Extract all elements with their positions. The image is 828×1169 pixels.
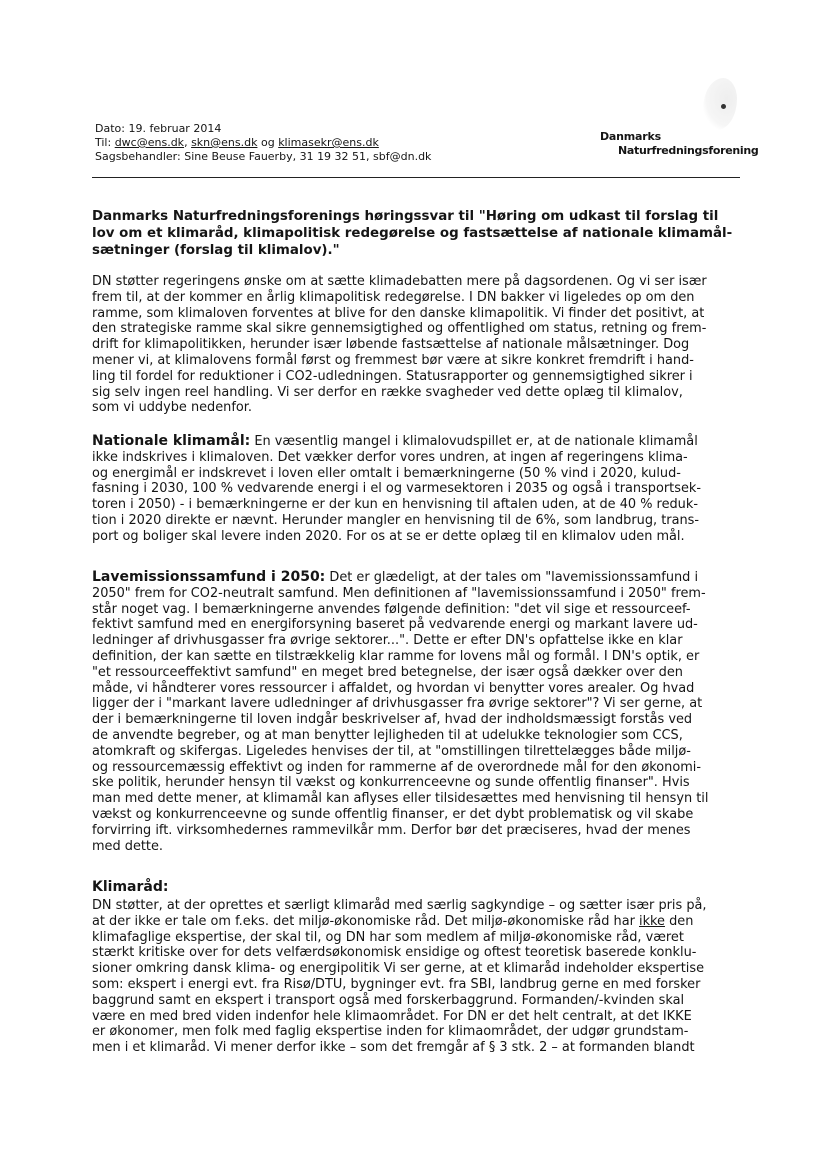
document-title bbox=[92, 208, 742, 259]
date-line: Dato: 19. februar 2014 bbox=[95, 122, 222, 135]
text-line: og ressourcemæssig effektivt og inden for rammerne af de overordnede mål for den økonomi- bbox=[92, 759, 702, 775]
text-line: DN støtter, at der oprettes et særligt klimaråd med særlig sagkyndige – og sætter især pris på, bbox=[92, 898, 707, 913]
text-line: frem til, at der kommer en årlig klimapolitisk redegørelse. I DN bakker vi ligeledes op om den bbox=[92, 289, 695, 305]
text-line: vækst og konkurrenceevne og sunde offentlig finanser, er det dybt problematisk og vil skabe bbox=[92, 806, 694, 822]
case-handler-line: Sagsbehandler: Sine Beuse Fauerby, 31 19 32 51, sbf@dn.dk bbox=[95, 150, 432, 163]
intro-paragraph bbox=[92, 274, 742, 416]
text-line: forvirring ift. virksomhedernes rammevilkår mm. Derfor bør det præciseres, hvad der menes bbox=[92, 822, 691, 838]
section-heading-climate-council: Klimaråd: bbox=[92, 879, 169, 895]
text-line: ligger der i "markant lavere udledninger af drivhusgasser fra øvrige sektorer"? Vi ser gerne, at bbox=[92, 696, 703, 712]
national-goals-paragraph bbox=[92, 434, 742, 545]
underlined-word: ikke bbox=[639, 913, 665, 929]
title-line: sætninger (forslag til klimalov)." bbox=[92, 243, 340, 258]
text-line: sioner omkring dansk klima- og energipolitik Vi ser gerne, at et klimaråd indeholder ekspertise bbox=[92, 961, 705, 977]
text-line: sig selv ingen reel handling. Vi ser derfor en række svagheder ved dette oplæg til klimalov, bbox=[92, 384, 683, 400]
text-line: de anvendte begreber, og at man benytter lejligheden til at udelukke teknologier som CCS, bbox=[92, 727, 683, 743]
low-emission-paragraph bbox=[92, 570, 742, 854]
text-line: tion i 2020 direkte er nævnt. Herunder mangler en henvisning til de 6%, som landbrug, trans- bbox=[92, 512, 700, 528]
text-line: drift for klimapolitikken, herunder især løbende fastsættelse af nationale målsætninger. Dog bbox=[92, 337, 690, 353]
leaf-logo-icon bbox=[703, 78, 737, 130]
dn-logo bbox=[600, 78, 759, 160]
climate-council-paragraph bbox=[92, 880, 742, 1056]
text-line: men i et klimaråd. Vi mener derfor ikke – som det fremgår af § 3 stk. 2 – at formanden blandt bbox=[92, 1040, 695, 1056]
logo-line-1: Danmarks bbox=[600, 130, 661, 143]
text-line: stærkt kritiske over for dets velfærdsøkonomisk ensidige og oftest teoretisk baserede konklu- bbox=[92, 945, 697, 961]
text-line: man med dette mener, at klimamål kan aflyses eller tilsidesættes med henvisning til hensyn til bbox=[92, 791, 709, 807]
text-line: 2050" frem for CO2-neutralt samfund. Men definitionen af "lavemissionssamfund i 2050" frem- bbox=[92, 585, 706, 601]
text-fragment: den bbox=[664, 913, 694, 929]
letter-meta bbox=[95, 122, 431, 164]
email-link-klimasekr[interactable]: klimasekr@ens.dk bbox=[278, 136, 379, 149]
header-divider bbox=[92, 177, 740, 178]
text-line: som: ekspert i energi evt. fra Risø/DTU, bygninger evt. fra SBI, landbrug gerne en med forsker bbox=[92, 976, 701, 992]
title-line: lov om et klimaråd, klimapolitisk redegørelse og fastsættelse af nationale klimamål- bbox=[92, 226, 733, 241]
text-line: klimafaglige ekspertise, der skal til, og DN har som medlem af miljø-økonomiske råd, været bbox=[92, 929, 684, 945]
text-line: som vi uddybe nedenfor. bbox=[92, 400, 252, 416]
text-line: "et ressourceeffektivt samfund" en meget bred betegnelse, der især også dækker over den bbox=[92, 664, 683, 680]
text-line: DN støtter regeringens ønske om at sætte klimadebatten mere på dagsordenen. Og vi ser især bbox=[92, 274, 707, 289]
text-line: er økonomer, men folk med faglig ekspertise inden for klimaområdet, der udgør grundstam- bbox=[92, 1024, 689, 1040]
text-line: ske politik, herunder hensyn til vækst og konkurrenceevne og sunde offentlig finanser". Hvis bbox=[92, 775, 690, 791]
text-line: fektivt samfund med en energiforsyning baseret på vedvarende energi og markant lavere ud- bbox=[92, 617, 698, 633]
text-line: baggrund samt en ekspert i transport også med forskerbaggrund. Formanden/-kvinden skal bbox=[92, 992, 685, 1008]
section-heading-national-goals: Nationale klimamål: bbox=[92, 433, 251, 449]
text-fragment: En væsentlig mangel i klimalovudspillet er, at de nationale klimamål bbox=[250, 434, 698, 449]
text-line: mener vi, at klimalovens formål først og fremmest bør være at sikre konkret fremdrift i hand- bbox=[92, 352, 694, 368]
recipients-separator: og bbox=[257, 136, 279, 149]
text-fragment: at der ikke er tale om f.eks. det miljø-økonomiske råd. Det miljø-økonomiske råd har bbox=[92, 913, 639, 929]
logo-line-2: Naturfredningsforening bbox=[618, 144, 759, 157]
text-line: port og boliger skal levere inden 2020. For os at se er dette oplæg til en klimalov uden mål. bbox=[92, 528, 685, 544]
text-fragment: Det er glædeligt, at der tales om "lavemissionssamfund i bbox=[325, 570, 699, 585]
text-line: toren i 2050) - i bemærkningerne er der kun en henvisning til aftalen uden, at de 40 % reduk- bbox=[92, 497, 698, 513]
text-line: definition, der kan sætte en tilstrækkelig klar ramme for lovens mål og formål. I DN's optik, er bbox=[92, 648, 700, 664]
text-line: atomkraft og skifergas. Ligeledes henvises der til, at "omstillingen tilrettelægges både miljø- bbox=[92, 743, 691, 759]
text-line: ramme, som klimaloven forventes at blive for den danske klimapolitik. Vi finder det positivt, at bbox=[92, 305, 705, 321]
text-line bbox=[92, 914, 742, 930]
text-line: der i bemærkningerne til loven indgår beskrivelser af, hvad der indholdsmæssigt forstås ved bbox=[92, 712, 693, 728]
recipients-line bbox=[95, 136, 431, 150]
email-link-dwc[interactable]: dwc@ens.dk bbox=[114, 136, 185, 149]
text-line: måde, vi håndterer vores ressourcer i affaldet, og hvordan vi benytter vores arealer. Og hvad bbox=[92, 680, 695, 696]
text-line: fasning i 2030, 100 % vedvarende energi i el og varmesektoren i 2035 og også i transportsek- bbox=[92, 481, 701, 497]
recipients-prefix: Til: bbox=[95, 136, 115, 149]
text-line: ledninger af drivhusgasser fra øvrige sektorer...". Dette er efter DN's opfattelse ikke en klar bbox=[92, 633, 683, 649]
text-line: og energimål er indskrevet i loven eller omtalt i bemærkningerne (50 % vind i 2020, kulud- bbox=[92, 465, 681, 481]
logo-dot-icon bbox=[721, 104, 726, 109]
section-heading-low-emission: Lavemissionssamfund i 2050: bbox=[92, 569, 326, 585]
text-line: ikke indskrives i klimaloven. Det vækker derfor vores undren, at ingen af regeringens klima- bbox=[92, 449, 688, 465]
email-link-skn[interactable]: skn@ens.dk bbox=[191, 136, 258, 149]
text-line: være en med bred viden indenfor hele klimaområdet. For DN er det helt centralt, at det IKKE bbox=[92, 1008, 692, 1024]
text-line bbox=[92, 570, 742, 586]
text-line: står noget vag. I bemærkningerne anvendes følgende definition: "det vil sige et ressourceef- bbox=[92, 601, 691, 617]
text-line: med dette. bbox=[92, 838, 164, 854]
text-line: den strategiske ramme skal sikre gennemsigtighed og offentlighed om status, retning og frem- bbox=[92, 321, 707, 337]
title-line: Danmarks Naturfredningsforenings høringssvar til "Høring om udkast til forslag til bbox=[92, 209, 719, 224]
text-line bbox=[92, 434, 742, 450]
recipients-separator: , bbox=[184, 136, 192, 149]
text-line: ling til fordel for reduktioner i CO2-udledningen. Statusrapporter og gennemsigtighed sikrer i bbox=[92, 368, 693, 384]
